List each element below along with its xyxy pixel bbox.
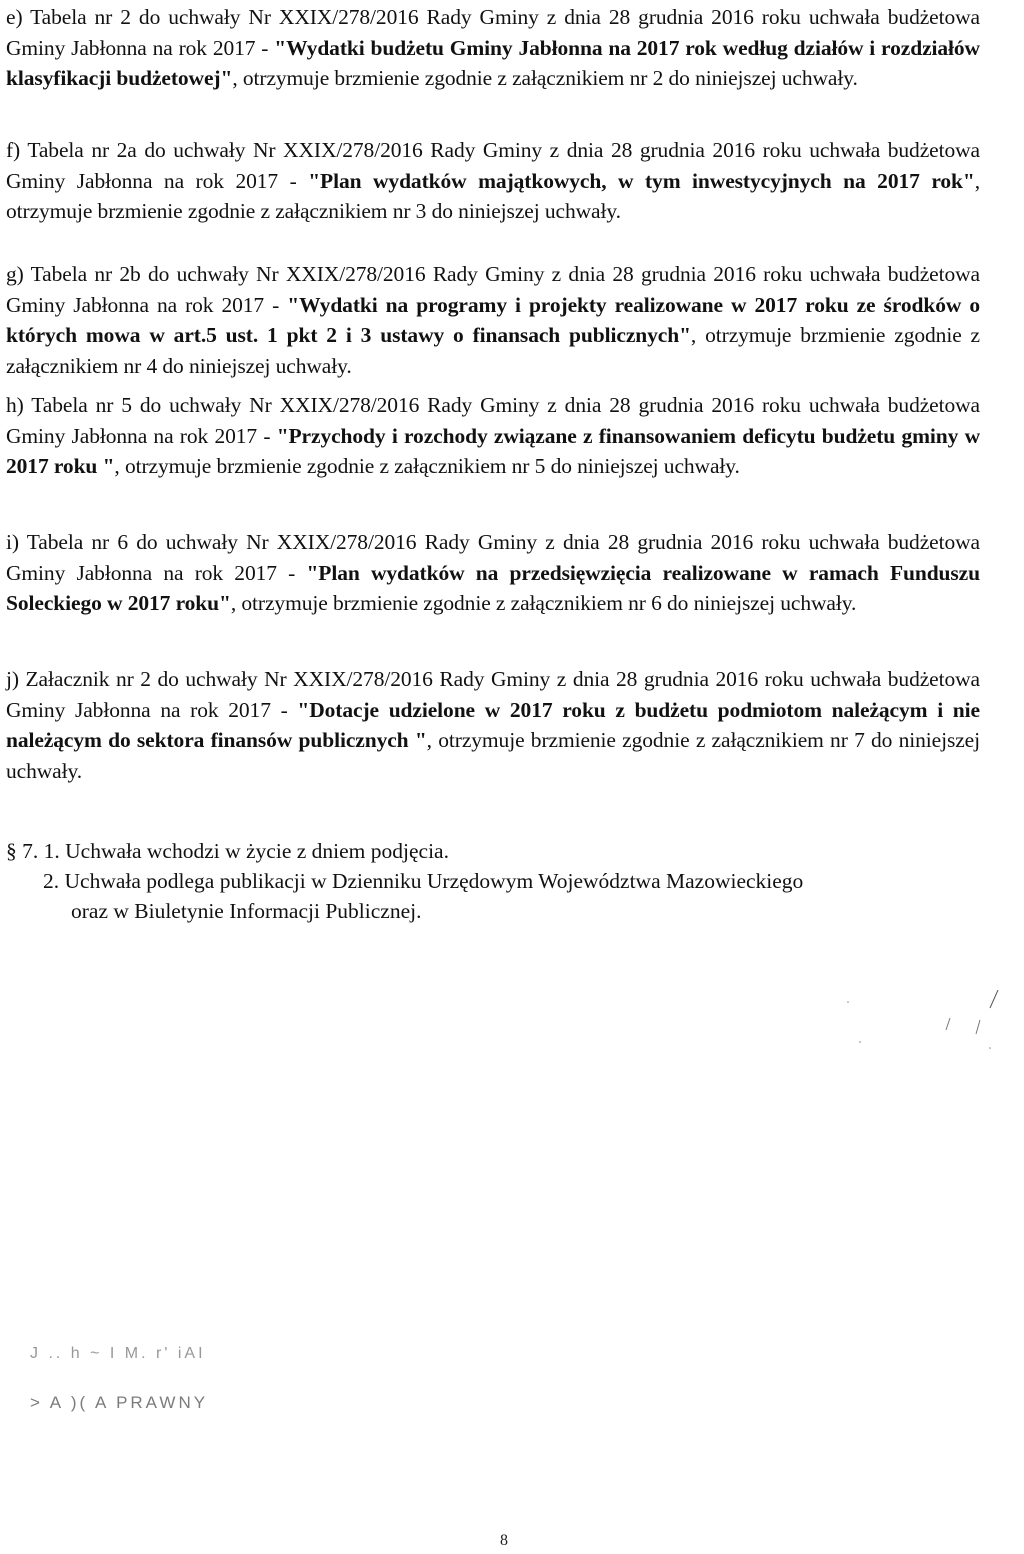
paragraph-j-suffix: , otrzymuje brzmienie zgodnie z załącznikiem nr 7 do niniejszej uchwały. (6, 728, 980, 783)
paragraph-g-title: "Wydatki na programy i projekty realizowane w 2017 roku ze środków o których mowa w art.5 ust. 1 pkt 2 i 3 ustawy o finansach publicznych" (6, 292, 980, 347)
paragraph-f-title: "Plan wydatków majątkowych, w tym inwestycyjnych na 2017 rok" (308, 168, 975, 193)
signature-marks (840, 990, 1010, 1110)
paragraph-i (6, 527, 980, 619)
paragraph-h-title: "Przychody i rozchody związane z finansowaniem deficytu budżetu gminy w 2017 roku " (6, 423, 980, 478)
paragraph-i-suffix: , otrzymuje brzmienie zgodnie z załącznikiem nr 6 do niniejszej uchwały. (230, 591, 857, 615)
paragraph-e-prefix: e) Tabela nr 2 do uchwały Nr XXIX/278/2016 Rady Gminy z dnia 28 grudnia 2016 roku uchwała budżetowa Gminy Jabłonna na rok 2017 - (6, 5, 980, 60)
paragraph-e-title: "Wydatki budżetu Gminy Jabłonna na 2017 rok według działów i rozdziałów klasyfikacji budżetowej" (6, 35, 980, 90)
paragraph-j-prefix: j) Załacznik nr 2 do uchwały Nr XXIX/278/2016 Rady Gminy z dnia 28 grudnia 2016 roku uchwała budżetowa Gminy Jabłonna na rok 2017 - (6, 667, 980, 722)
paragraph-i-title: "Plan wydatków na przedsięwzięcia realizowane w ramach Funduszu Soleckiego w 2017 roku" (6, 560, 980, 615)
stamp-line-2: > A )( A PRAWNY (30, 1393, 209, 1412)
paragraph-h-suffix: , otrzymuje brzmienie zgodnie z załącznikiem nr 5 do niniejszej uchwały. (114, 454, 740, 478)
paragraph-g-suffix: , otrzymuje brzmienie zgodnie z załącznikiem nr 4 do niniejszej uchwały. (6, 323, 980, 378)
paragraph-h-prefix: h) Tabela nr 5 do uchwały Nr XXIX/278/2016 Rady Gminy z dnia 28 grudnia 2016 roku uchwała budżetowa Gminy Jabłonna na rok 2017 - (6, 393, 980, 448)
paragraph-f-prefix: f) Tabela nr 2a do uchwały Nr XXIX/278/2016 Rady Gminy z dnia 28 grudnia 2016 roku uchwała budżetowa Gminy Jabłonna na rok 2017 - (6, 138, 980, 193)
paragraph-g-prefix: g) Tabela nr 2b do uchwały Nr XXIX/278/2016 Rady Gminy z dnia 28 grudnia 2016 roku uchwała budżetowa Gminy Jabłonna na rok 2017 - (6, 262, 980, 317)
section-7-item-2-line-1: 2. Uchwała podlega publikacji w Dzienniku Urzędowym Województwa Mazowieckiego (43, 869, 804, 893)
section-7-item-1: § 7. 1. Uchwała wchodzi w życie z dniem podjęcia. (6, 839, 449, 863)
paragraph-j-title: "Dotacje udzielone w 2017 roku z budżetu podmiotom należącym i nie należącym do sektora finansów publicznych " (6, 697, 980, 752)
page-number: 8 (500, 1532, 508, 1549)
section-7-item-2 (43, 866, 943, 926)
stamp-line-1: J .. h ~ I M. r' iAI (30, 1345, 206, 1362)
paragraph-j (6, 664, 980, 786)
paragraph-e (6, 2, 980, 94)
section-7-item-2-line-2: oraz w Biuletynie Informacji Publicznej. (71, 899, 422, 923)
paragraph-g (6, 259, 980, 381)
paragraph-h (6, 390, 980, 482)
stamp (30, 1345, 208, 1413)
paragraph-i-prefix: i) Tabela nr 6 do uchwały Nr XXIX/278/2016 Rady Gminy z dnia 28 grudnia 2016 roku uchwała budżetowa Gminy Jabłonna na rok 2017 - (6, 530, 980, 585)
paragraph-f (6, 135, 980, 227)
paragraph-e-suffix: , otrzymuje brzmienie zgodnie z załącznikiem nr 2 do niniejszej uchwały. (232, 66, 858, 90)
paragraph-f-suffix: , otrzymuje brzmienie zgodnie z załącznikiem nr 3 do niniejszej uchwały. (6, 168, 980, 223)
